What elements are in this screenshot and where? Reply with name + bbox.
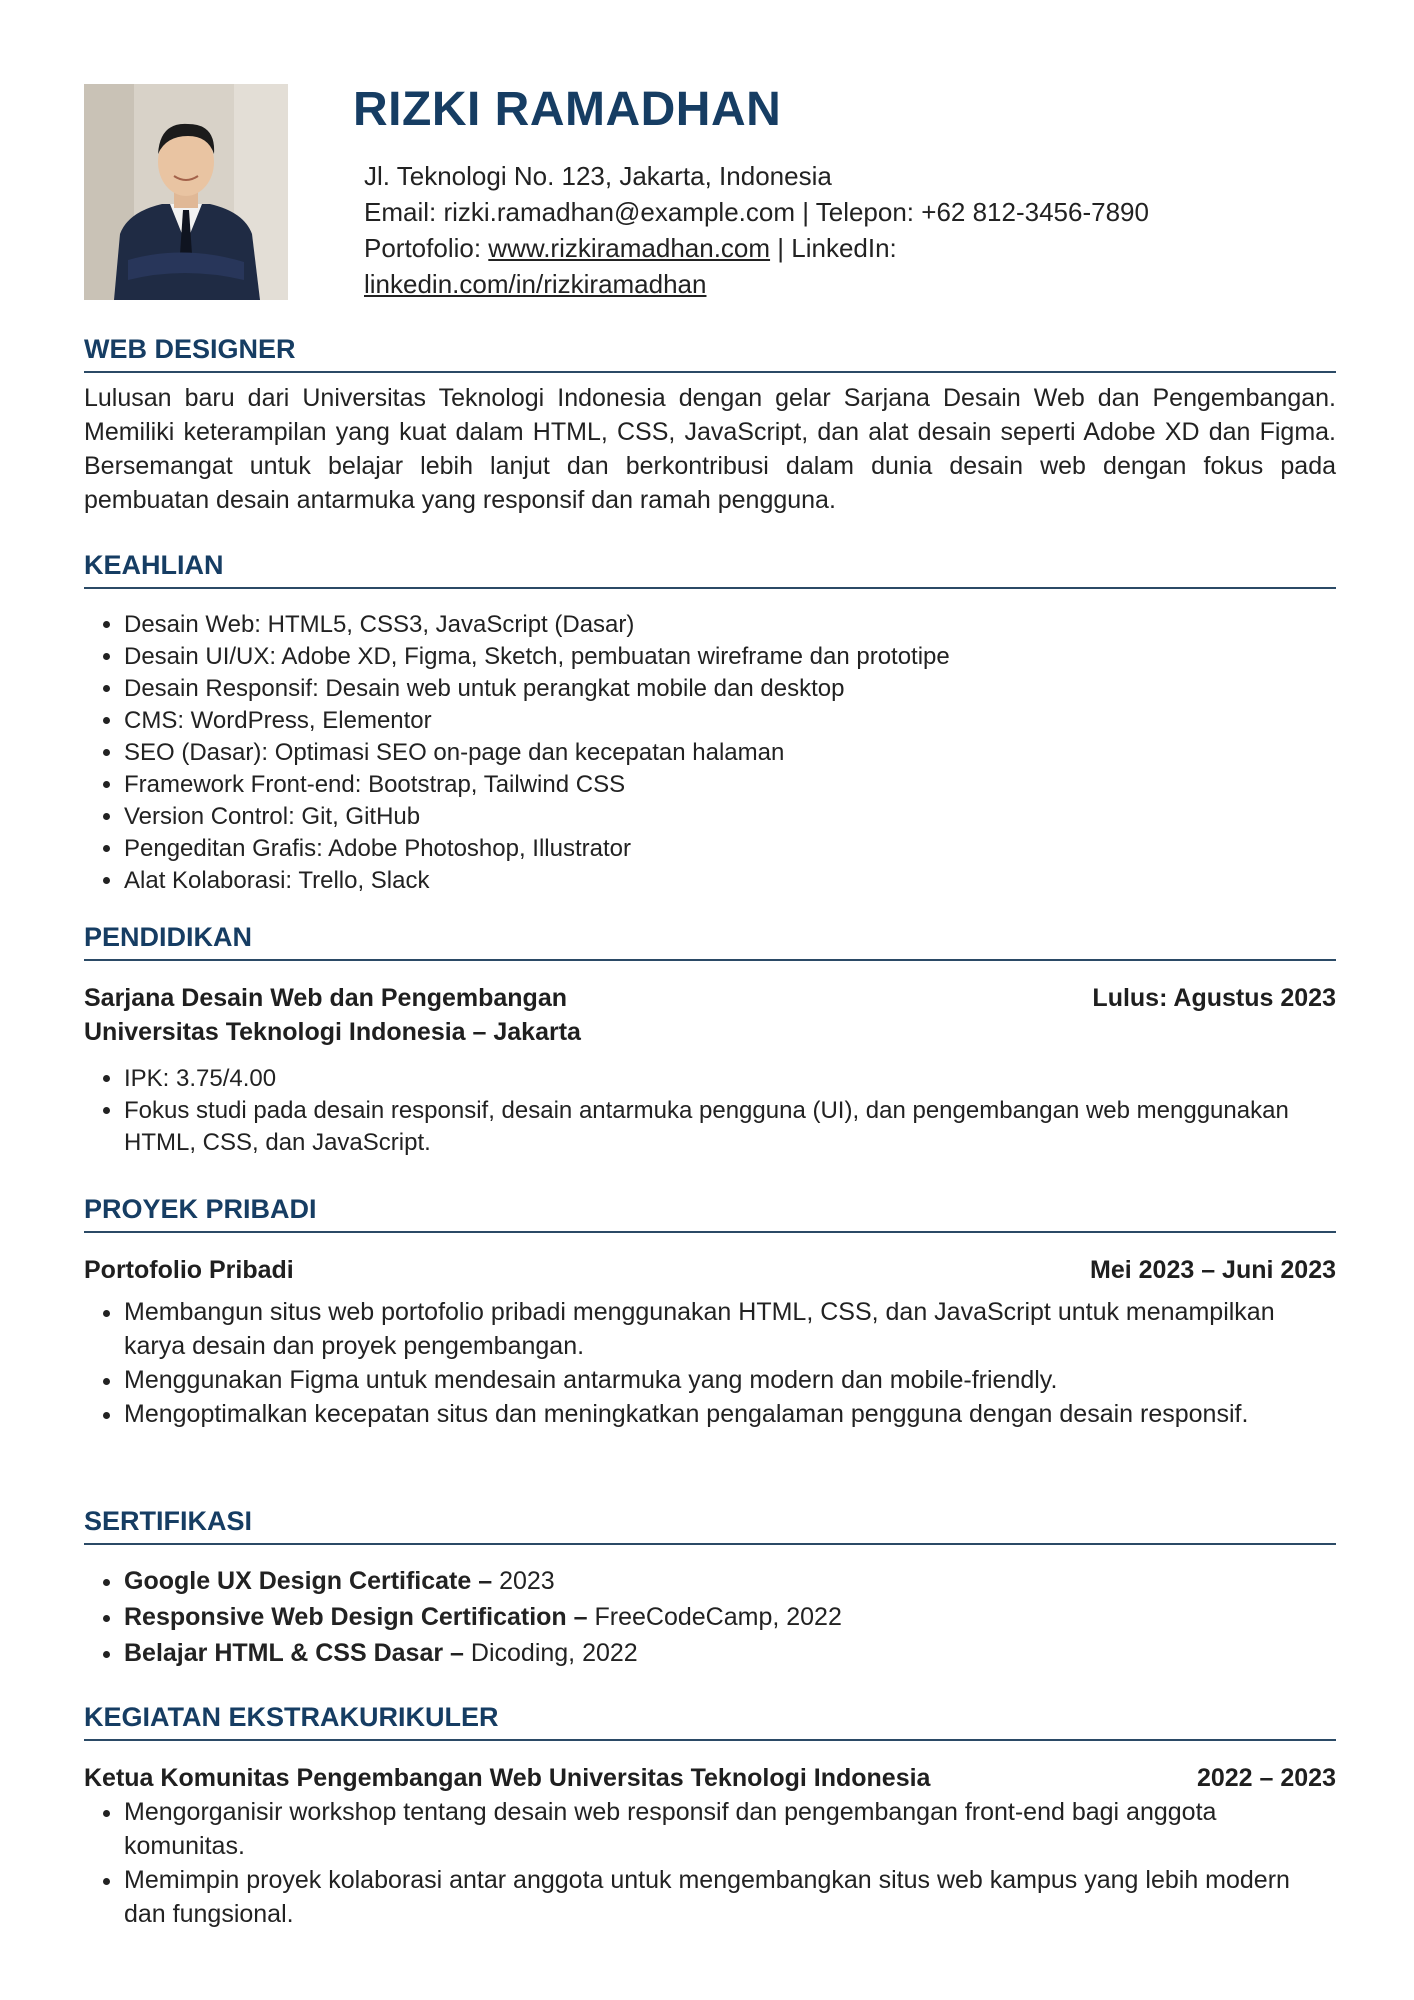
list-item: • Desain Web: HTML5, CSS3, JavaScript (Dasar) [124,609,1336,641]
certification-detail: 2023 [492,1567,555,1595]
degree-name: Sarjana Desain Web dan Pengembangan [84,984,568,1012]
project-header [84,1253,1336,1287]
extracurricular-role: Ketua Komunitas Pengembangan Web Universitas Teknologi Indonesia [84,1764,931,1792]
list-item: • Membangun situs web portofolio pribadi menggunakan HTML, CSS, dan JavaScript untuk menampilkan karya desain dan proyek pengembangan. [124,1295,1336,1363]
list-item: • Version Control: Git, GitHub [124,801,1336,833]
school-name: Universitas Teknologi Indonesia – Jakarta [84,1018,581,1046]
education-title: PENDIDIKAN [84,922,1336,961]
phone-number: +62 812-3456-7890 [921,197,1149,227]
certification-name: Belajar HTML & CSS Dasar – [124,1639,464,1667]
certification-detail: Dicoding, 2022 [463,1639,638,1667]
education-list [84,1063,1336,1159]
summary-title: WEB DESIGNER [84,334,1336,373]
extracurricular-list [84,1795,1336,1931]
projects-section [84,1194,1336,1431]
graduation-date: Lulus: Agustus 2023 [1092,984,1336,1012]
candidate-name: RIZKI RAMADHAN [353,83,782,136]
skills-title: KEAHLIAN [84,550,1336,589]
list-item [124,1635,1336,1671]
linkedin-link[interactable]: linkedin.com/in/rizkiramadhan [364,269,707,299]
list-item [124,1563,1336,1599]
linkedin-line [364,266,1344,302]
summary-text: Lulusan baru dari Universitas Teknologi Indonesia dengan gelar Sarjana Desain Web dan Pengembangan. Memiliki keterampilan yang kuat dalam HTML, CSS, JavaScript, dan alat desain seperti Adobe XD dan Figma. Bersemangat untuk belajar lebih lanjut dan berkontribusi dalam dunia desain web dengan fokus pada pembuatan desain antarmuka yang responsif dan ramah pengguna. [84,384,1336,514]
projects-title: PROYEK PRIBADI [84,1194,1336,1233]
list-item: • Pengeditan Grafis: Adobe Photoshop, Illustrator [124,833,1336,865]
certification-list [84,1563,1336,1671]
phone-label: | Telepon: [795,197,922,227]
list-item: • Fokus studi pada desain responsif, desain antarmuka pengguna (UI), dan pengembangan web menggunakan HTML, CSS, dan JavaScript. [124,1095,1336,1159]
list-item: • SEO (Dasar): Optimasi SEO on-page dan kecepatan halaman [124,737,1336,769]
contact-info [364,158,1344,302]
extracurricular-section [84,1702,1336,1931]
email-address[interactable]: rizki.ramadhan@example.com [443,197,795,227]
extracurricular-date: 2022 – 2023 [1196,1764,1336,1792]
certification-name: Google UX Design Certificate – [124,1567,493,1595]
list-item: • Framework Front-end: Bootstrap, Tailwind CSS [124,769,1336,801]
list-item: • Mengorganisir workshop tentang desain web responsif dan pengembangan front-end bagi anggota komunitas. [124,1795,1336,1863]
education-section [84,922,1336,1159]
portfolio-line [364,230,1344,266]
summary-section [84,334,1336,517]
certifications-section [84,1506,1336,1671]
certification-detail: FreeCodeCamp, 2022 [587,1603,842,1631]
email-phone-line [364,194,1344,230]
list-item: • Menggunakan Figma untuk mendesain antarmuka yang modern dan mobile-friendly. [124,1363,1336,1397]
list-item: • Mengoptimalkan kecepatan situs dan meningkatkan pengalaman pengguna dengan desain responsif. [124,1397,1336,1431]
education-header [84,981,1336,1015]
extracurricular-header [84,1761,1336,1795]
list-item: • Desain UI/UX: Adobe XD, Figma, Sketch, pembuatan wireframe dan prototipe [124,641,1336,673]
list-item: • Alat Kolaborasi: Trello, Slack [124,865,1336,897]
certification-name: Responsive Web Design Certification – [124,1603,588,1631]
list-item: • Desain Responsif: Desain web untuk perangkat mobile dan desktop [124,673,1336,705]
address: Jl. Teknologi No. 123, Jakarta, Indonesia [364,161,832,191]
profile-photo-illustration [84,84,288,300]
certifications-title: SERTIFIKASI [84,1506,1336,1545]
project-name: Portofolio Pribadi [84,1256,294,1284]
list-item: • CMS: WordPress, Elementor [124,705,1336,737]
portfolio-link[interactable]: www.rizkiramadhan.com [488,233,771,263]
skills-list [84,609,1336,897]
project-date: Mei 2023 – Juni 2023 [1090,1256,1336,1284]
profile-photo [84,84,288,300]
list-item: • IPK: 3.75/4.00 [124,1063,1336,1095]
project-list [84,1295,1336,1431]
list-item [124,1599,1336,1635]
email-label: Email: [364,197,444,227]
portfolio-label: Portofolio: [364,233,489,263]
extracurricular-title: KEGIATAN EKSTRAKURIKULER [84,1702,1336,1741]
linkedin-label: | LinkedIn: [770,233,897,263]
skills-section [84,550,1336,897]
list-item: • Memimpin proyek kolaborasi antar anggota untuk mengembangkan situs web kampus yang lebih modern dan fungsional. [124,1863,1336,1931]
